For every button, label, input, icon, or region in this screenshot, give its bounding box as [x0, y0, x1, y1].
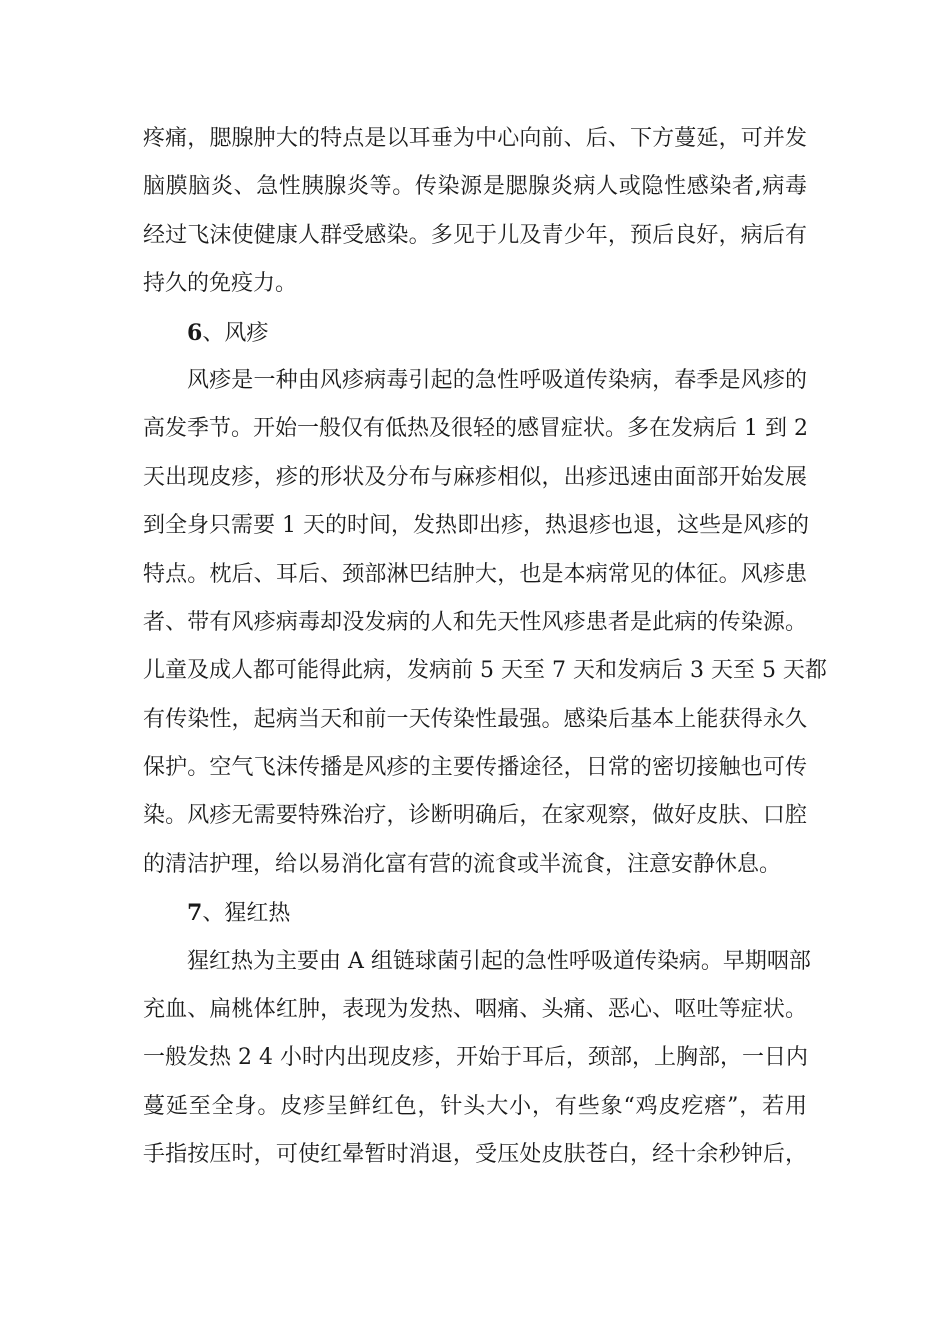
text-line: 天出现皮疹，疹的形状及分布与麻疹相似，出疹迅速由面部开始发展 — [143, 464, 807, 490]
text-line: 经过飞沫使健康人群受感染。多见于儿及青少年，预后良好，病后有 — [143, 222, 807, 248]
paragraph-mumps-continued — [143, 115, 807, 309]
text-line: 特点。枕后、耳后、颈部淋巴结肿大，也是本病常见的体征。风疹患 — [143, 561, 807, 587]
section-number: 6 — [187, 319, 203, 346]
text-line: 猩红热为主要由 A 组链球菌引起的急性呼吸道传染病。早期咽部 — [187, 948, 811, 974]
section-heading-scarlet-fever — [143, 889, 807, 937]
text-line: 的清洁护理，给以易消化富有营的流食或半流食，注意安静休息。 — [143, 851, 782, 877]
paragraph-scarlet-fever — [143, 938, 811, 1180]
document-body — [143, 115, 827, 1180]
text-line: 者、带有风疹病毒却没发病的人和先天性风疹患者是此病的传染源。 — [143, 609, 807, 635]
section-number: 7 — [187, 900, 203, 927]
text-line: 蔓延至全身。皮疹呈鲜红色，针头大小，有些象“鸡皮疙瘩”，若用 — [143, 1093, 807, 1119]
text-line: 持久的免疫力。 — [143, 271, 298, 297]
text-line: 到全身只需要 1 天的时间，发热即出疹，热退疹也退，这些是风疹的 — [143, 513, 809, 539]
section-title: 、猩红热 — [202, 901, 291, 927]
text-line: 有传染性，起病当天和前一天传染性最强。感染后基本上能获得永久 — [143, 706, 807, 732]
text-line: 儿童及成人都可能得此病，发病前 5 天至 7 天和发病后 3 天至 5 天都 — [143, 658, 827, 684]
text-line: 风疹是一种由风疹病毒引起的急性呼吸道传染病，春季是风疹的 — [187, 367, 807, 393]
text-line: 手指按压时，可使红晕暂时消退，受压处皮肤苍白，经十余秒钟后， — [143, 1142, 807, 1168]
text-line: 脑膜脑炎、急性胰腺炎等。传染源是腮腺炎病人或隐性感染者,病毒 — [143, 174, 807, 200]
text-line: 一般发热 2 4 小时内出现皮疹，开始于耳后，颈部，上胸部，一日内 — [143, 1045, 808, 1071]
section-title: 、风疹 — [202, 320, 269, 346]
text-line: 高发季节。开始一般仅有低热及很轻的感冒症状。多在发病后 1 到 2 — [143, 416, 808, 442]
paragraph-rubella — [143, 357, 827, 889]
text-line: 充血、扁桃体红肿，表现为发热、咽痛、头痛、恶心、呕吐等症状。 — [143, 997, 807, 1023]
text-line: 疼痛，腮腺肿大的特点是以耳垂为中心向前、后、下方蔓延，可并发 — [143, 126, 807, 151]
text-line: 保护。空气飞沫传播是风疹的主要传播途径，日常的密切接触也可传 — [143, 755, 807, 781]
section-heading-rubella — [143, 309, 807, 357]
text-line: 染。风疹无需要特殊治疗，诊断明确后，在家观察，做好皮肤、口腔 — [143, 803, 807, 829]
